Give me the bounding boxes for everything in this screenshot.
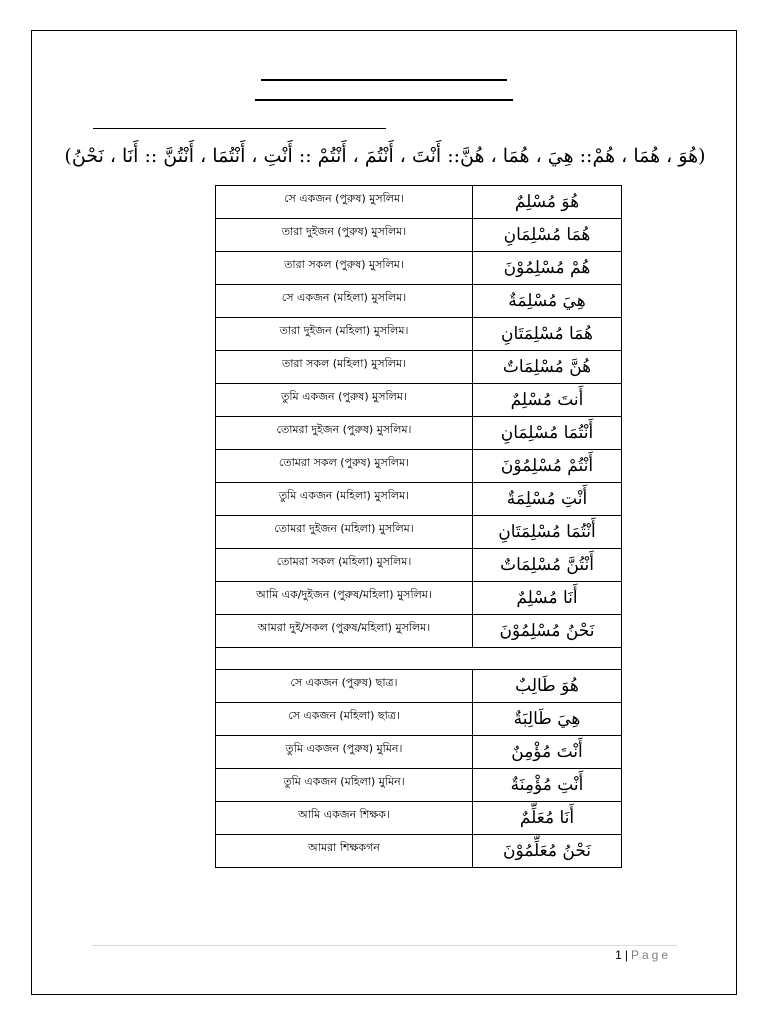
arabic-cell: أَنْتُنَّ مُسْلِمَاتٌ [473,549,622,582]
arabic-cell: هُمَا مُسْلِمَتَانِ [473,318,622,351]
table-row [216,285,622,318]
arabic-cell: أَنْتُمَا مُسْلِمَتَانِ [473,516,622,549]
table-spacer-row [216,648,622,670]
bengali-cell: আমি একজন শিক্ষক। [216,802,473,835]
footer-rule [92,945,677,946]
arabic-cell: أَنْتِ مُؤْمِنَةٌ [473,769,622,802]
table-row [216,318,622,351]
page-label: Page [630,948,671,962]
bengali-cell: তোমরা সকল (মহিলা) মুসলিম। [216,549,473,582]
arabic-cell: أَنْتُمْ مُسْلِمُوْنَ [473,450,622,483]
arabic-cell: نَحْنُ مُعَلِّمُوْنَ [473,835,622,868]
arabic-cell: أَنَا مُسْلِمٌ [473,582,622,615]
bengali-cell: তোমরা দুইজন (মহিলা) মুসলিম। [216,516,473,549]
arabic-cell: أَنتَ مُسْلِمٌ [473,384,622,417]
table-row [216,615,622,648]
arabic-cell: هُمَا مُسْلِمَانِ [473,219,622,252]
arabic-cell: أَنَا مُعَلِّمٌ [473,802,622,835]
section-rule [93,128,386,129]
table-row [216,252,622,285]
bengali-cell: তুমি একজন (মহিলা) মুসলিম। [216,483,473,516]
arabic-cell: أَنْتَ مُؤْمِنٌ [473,736,622,769]
arabic-cell: هُوَ مُسْلِمٌ [473,186,622,219]
arabic-pronoun-list: (هُوَ ، هُمَا ، هُمْ:: هِيَ ، هُمَا ، هُنَّ:: أَنْتَ ، أَنْتُمَ ، أَنْتُمْ :: أَنْتِ ، أَنْتُمَا ، أَنْتُنَّ :: أَنَا ، نَحْنُ) [64,145,706,167]
arabic-cell: أَنْتِ مُسْلِمَةٌ [473,483,622,516]
bengali-cell: সে একজন (পুরুষ) মুসলিম। [216,186,473,219]
bengali-cell: তোমরা দুইজন (পুরুষ) মুসলিম। [216,417,473,450]
table-row [216,450,622,483]
table-row [216,670,622,703]
table-row [216,351,622,384]
table-row [216,736,622,769]
bengali-cell: তারা সকল (মহিলা) মুসলিম। [216,351,473,384]
table-row [216,483,622,516]
table-row [216,417,622,450]
table-row [216,582,622,615]
arabic-cell: هُنَّ مُسْلِمَاتٌ [473,351,622,384]
page-number: 1 [615,948,622,962]
bengali-cell: সে একজন (মহিলা) ছাত্র। [216,703,473,736]
table-row [216,186,622,219]
table-row [216,516,622,549]
table-row [216,802,622,835]
page-footer [615,948,671,962]
arabic-cell: نَحْنُ مُسْلِمُوْنَ [473,615,622,648]
bengali-cell: আমরা দুই/সকল (পুরুষ/মহিলা) মুসলিম। [216,615,473,648]
bengali-cell: তোমরা সকল (পুরুষ) মুসলিম। [216,450,473,483]
bengali-cell: তারা দুইজন (পুরুষ) মুসলিম। [216,219,473,252]
bengali-cell: তুমি একজন (পুরুষ) মুসলিম। [216,384,473,417]
arabic-cell: هِيَ مُسْلِمَةٌ [473,285,622,318]
arabic-cell: هُوَ طَالِبٌ [473,670,622,703]
bengali-cell: সে একজন (পুরুষ) ছাত্র। [216,670,473,703]
arabic-cell: أَنْتُمَا مُسْلِمَانِ [473,417,622,450]
bengali-cell: তুমি একজন (মহিলা) মুমিন। [216,769,473,802]
footer-separator: | [624,948,628,962]
arabic-cell: هُمْ مُسْلِمُوْنَ [473,252,622,285]
table-row [216,769,622,802]
vocabulary-table [215,185,622,868]
bengali-cell: আমি এক/দুইজন (পুরুষ/মহিলা) মুসলিম। [216,582,473,615]
bengali-cell: তুমি একজন (পুরুষ) মুমিন। [216,736,473,769]
table-row [216,549,622,582]
bengali-cell: আমরা শিক্ষকগন [216,835,473,868]
table-row [216,384,622,417]
table-row [216,835,622,868]
title-rule-bottom [255,99,513,101]
title-rule-top [261,79,507,81]
bengali-cell: তারা দুইজন (মহিলা) মুসলিম। [216,318,473,351]
arabic-cell: هِيَ طَالِبَةٌ [473,703,622,736]
bengali-cell: সে একজন (মহিলা) মুসলিম। [216,285,473,318]
bengali-cell: তারা সকল (পুরুষ) মুসলিম। [216,252,473,285]
table-row [216,703,622,736]
spacer-cell [216,648,622,670]
table-row [216,219,622,252]
